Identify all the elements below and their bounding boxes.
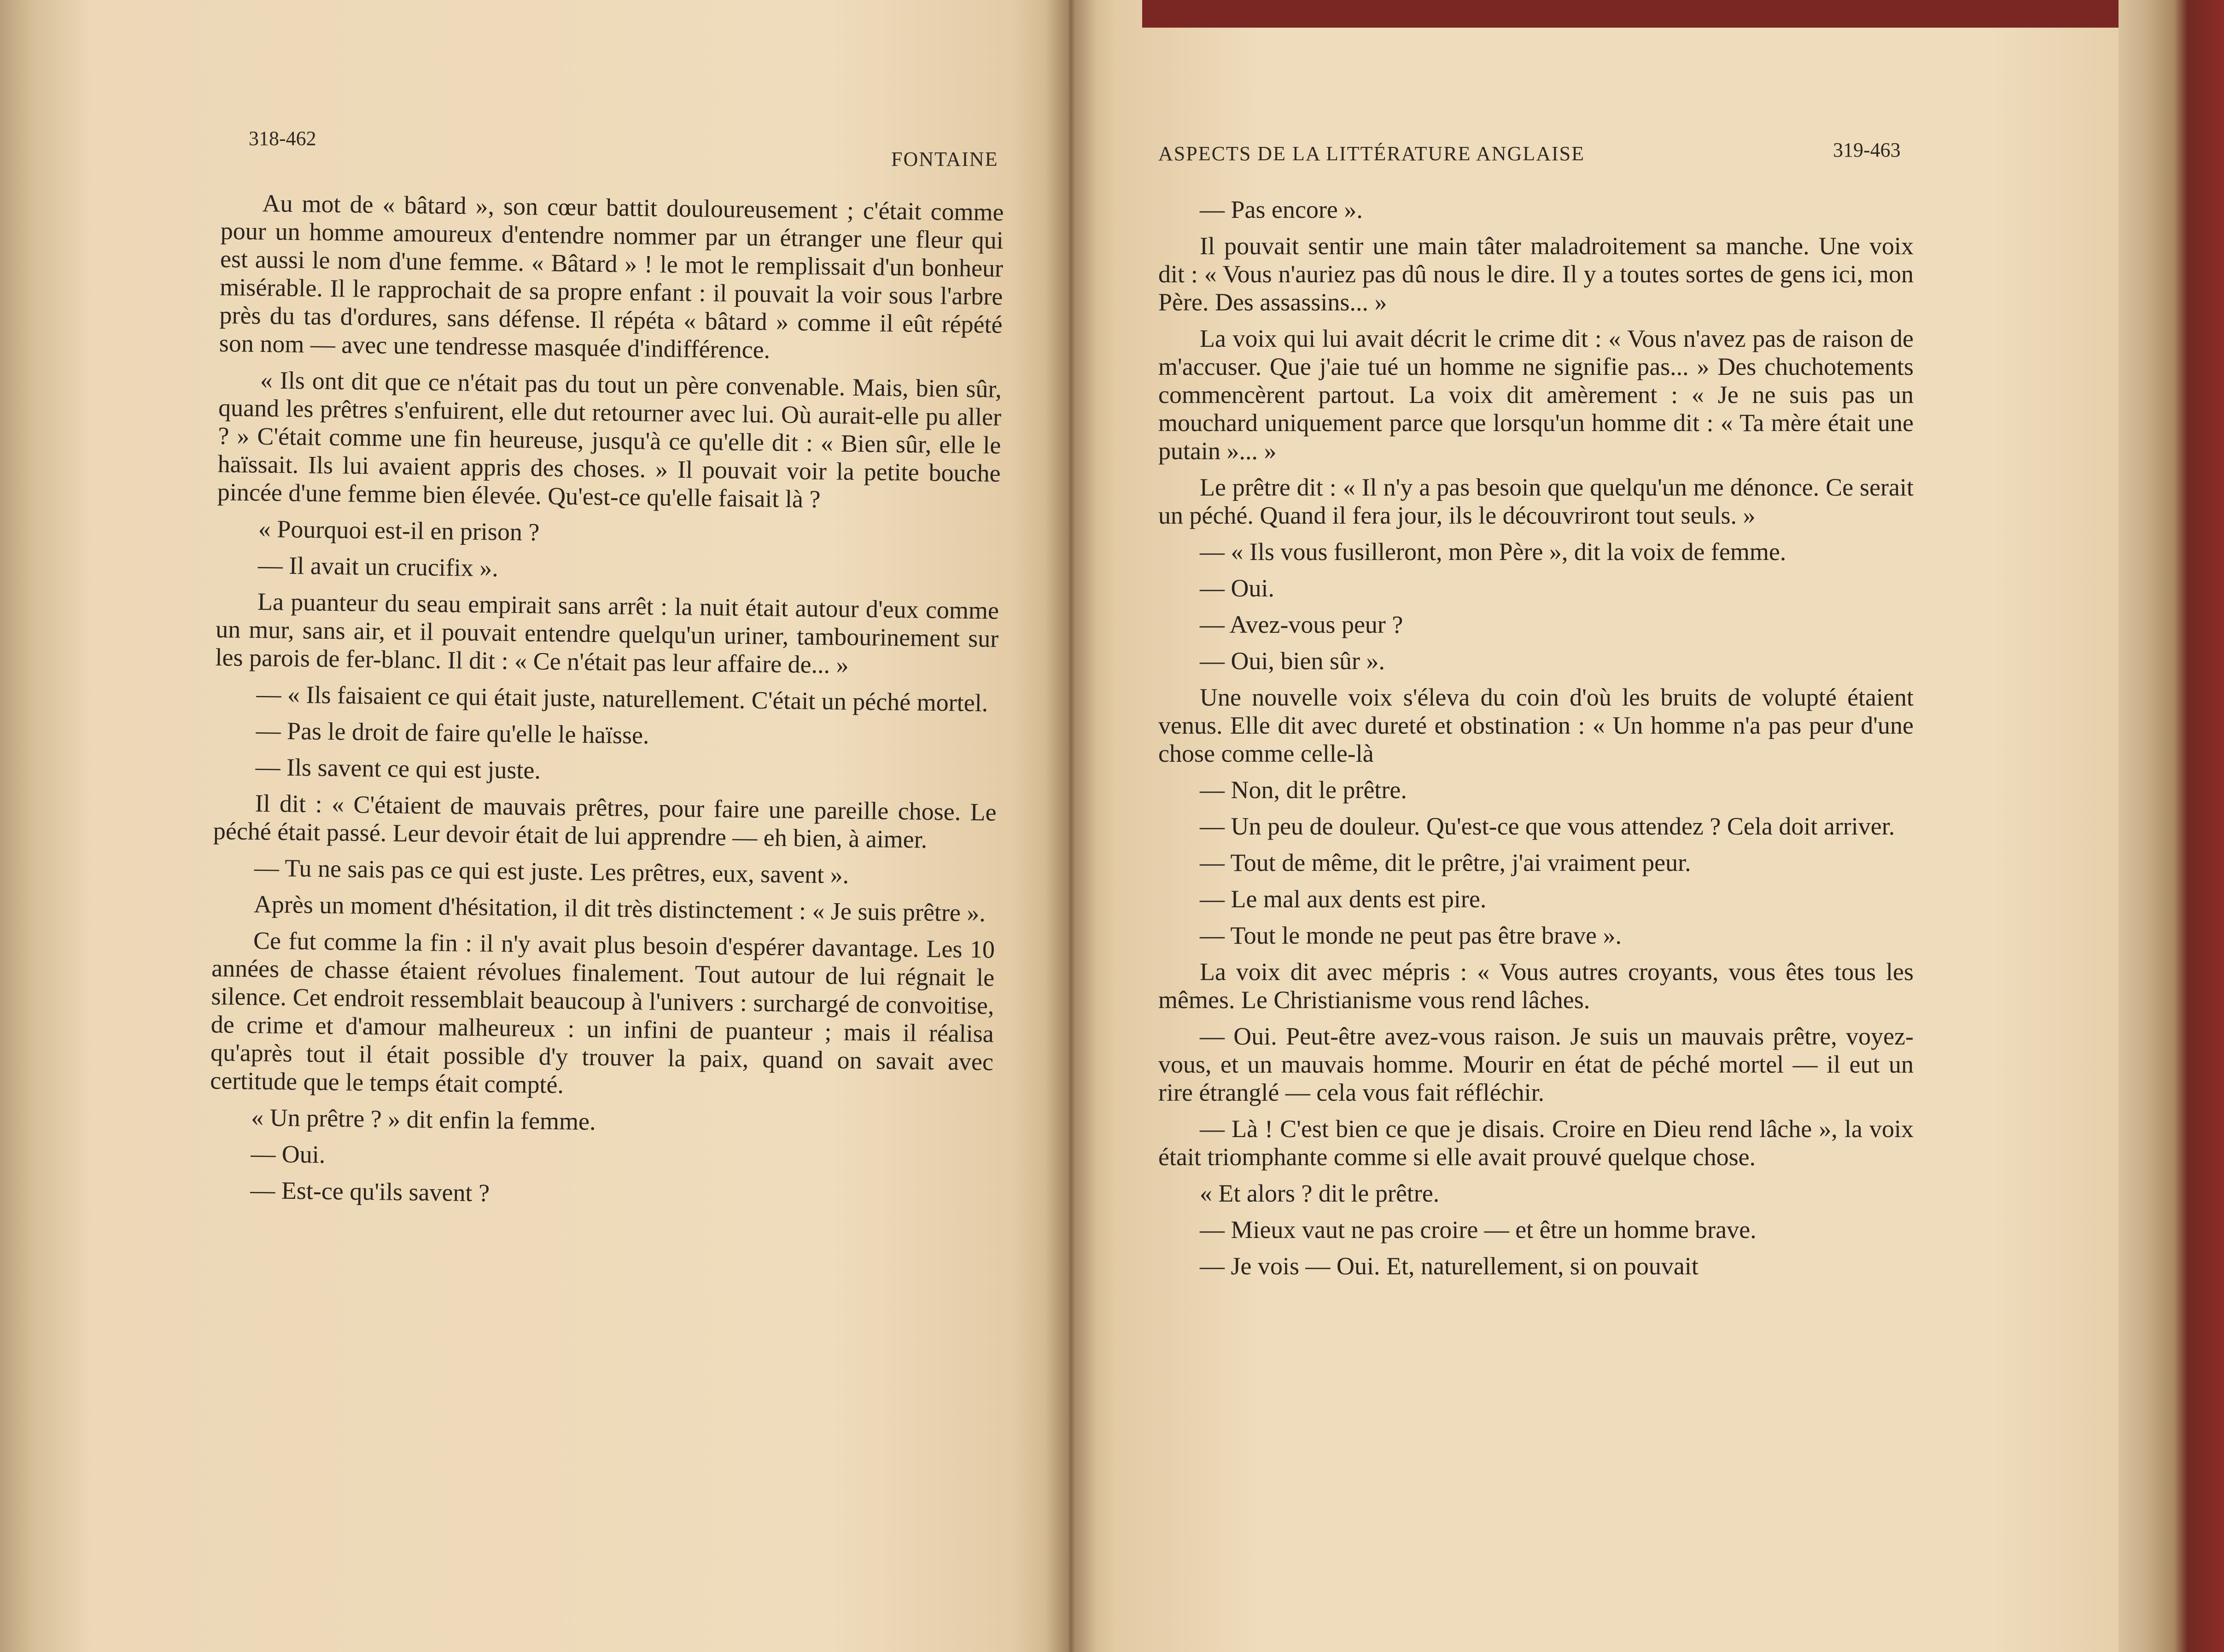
paragraph: — Oui, bien sûr ». [1200,647,1385,675]
paragraph: — Pas le droit de faire qu'elle le haïsse. [256,717,649,749]
paragraph: — Oui. [1200,574,1274,602]
paragraph: — Tu ne sais pas ce qui est juste. Les prêtres, eux, savent ». [254,853,849,889]
paragraph: — Le mal aux dents est pire. [1200,885,1487,913]
paragraph: Après un moment d'hésitation, il dit très distinctement : « Je suis prêtre ». [253,890,986,927]
right-page-text [1158,196,1914,1289]
paragraph: « Pourquoi est-il en prison ? [258,515,540,546]
paragraph: — Un peu de douleur. Qu'est-ce que vous attendez ? Cela doit arriver. [1200,812,1895,840]
left-page [0,0,1068,1652]
paragraph: Le prêtre dit : « Il n'y a pas besoin que quelqu'un me dénonce. Ce serait un péché. Quand il fera jour, ils le découvriront tout seuls. » [1158,473,1914,529]
paragraph: — Ils savent ce qui est juste. [255,753,541,784]
paragraph: — Mieux vaut ne pas croire — et être un homme brave. [1200,1216,1757,1243]
paragraph: — « Ils vous fusilleront, mon Père », dit la voix de femme. [1200,538,1786,566]
page-stack-edge [2119,0,2224,1652]
paragraph: La puanteur du seau empirait sans arrêt : la nuit était autour d'eux comme un mur, sans air, et il pouvait entendre quelqu'un uriner, tambourinement sur les parois de fer-blanc. Il dit : « Ce n'était pas leur affaire de... » [215,588,999,679]
paragraph: — « Ils faisaient ce qui était juste, naturellement. C'était un péché mortel. [256,680,988,717]
paragraph: — Est-ce qu'ils savent ? [250,1176,490,1207]
paragraph: — Tout de même, dit le prêtre, j'ai vraiment peur. [1200,849,1691,876]
paragraph: La voix qui lui avait décrit le crime dit : « Vous n'avez pas de raison de m'accuser. Que j'aie tué un homme ne signifie pas... » Des chuchotements commencèrent partout. La voix dit amèrement : « Je ne suis pas un mouchard uniquement parce que lorsqu'un homme dit : « Ta mère était une putain »... » [1158,325,1914,465]
paragraph: — Tout le monde ne peut pas être brave ». [1200,922,1622,949]
paragraph: Ce fut comme la fin : il n'y avait plus besoin d'espérer davantage. Les 10 années de chasse étaient révolues finalement. Tout autour de lui régnait le silence. Cet endroit ressemblait beaucoup à l'univers : surchargé de convoitise, de crime et d'amour malheureux : un infini de puanteur ; mais il réalisa qu'après tout il était possible d'y trouver la paix, quand on savait avec certitude que le temps était compté. [210,926,995,1099]
paragraph: — Oui. Peut-être avez-vous raison. Je suis un mauvais prêtre, voyez-vous, et un mauvais homme. Mourir en état de péché mortel — il eut un rire étranglé — cela vous fait réfléchir. [1158,1022,1914,1106]
paragraph: — Pas encore ». [1200,196,1363,223]
paragraph: — Oui. [251,1139,326,1168]
paragraph: Il dit : « C'étaient de mauvais prêtres, pour faire une pareille chose. Le péché était passé. Leur devoir était de lui apprendre — eh bien, à aimer. [213,789,997,853]
paragraph: Une nouvelle voix s'éleva du coin d'où les bruits de volupté étaient venus. Elle dit avec dureté et obstination : « Un homme n'a pas peur d'une chose comme celle-là [1158,683,1914,767]
paragraph: Au mot de « bâtard », son cœur battit douloureusement ; c'était comme pour un homme amoureux d'entendre nommer par un étranger une fleur qui est aussi le nom d'une femme. « Bâtard » ! le mot le remplissait d'un bonheur misérable. Il le rapprochait de sa propre enfant : il pouvait la voir sous l'arbre près du tas d'ordures, sans défense. Il répéta « bâtard » comme il eût répété son nom — avec une tendresse masquée d'indifférence. [219,189,1004,364]
paragraph: — Il avait un crucifix ». [257,551,499,582]
left-page-text [209,189,1004,1222]
paragraph: Il pouvait sentir une main tâter maladroitement sa manche. Une voix dit : « Vous n'auriez pas dû nous le dire. Il y a toutes sortes de gens ici, mon Père. Des assassins... » [1158,232,1914,316]
paragraph: — Je vois — Oui. Et, naturellement, si on pouvait [1200,1252,1699,1280]
paragraph: — Non, dit le prêtre. [1200,776,1407,804]
right-running-head: ASPECTS DE LA LITTÉRATURE ANGLAISE [1158,142,1585,165]
book-gutter [1045,0,1096,1652]
paragraph: La voix dit avec mépris : « Vous autres croyants, vous êtes tous les mêmes. Le Christianisme vous rend lâches. [1158,958,1914,1014]
book-cover-edge [1142,0,2224,28]
paragraph: « Et alors ? dit le prêtre. [1200,1179,1440,1207]
left-folio: 318-462 [249,127,316,150]
right-folio: 319-463 [1833,139,1901,161]
left-running-head: FONTAINE [891,148,998,170]
paragraph: — Là ! C'est bien ce que je disais. Croire en Dieu rend lâche », la voix était triomphante comme si elle avait prouvé quelque chose. [1158,1115,1914,1171]
paragraph: « Ils ont dit que ce n'était pas du tout un père convenable. Mais, bien sûr, quand les prêtres s'enfuirent, elle dut retourner avec lui. Où aurait-elle pu aller ? » C'était comme une fin heureuse, jusqu'à ce qu'elle dit : « Bien sûr, elle le haïssait. Ils lui avaient appris des choses. » Il pouvait voir la petite bouche pincée d'une femme bien élevée. Qu'est-ce qu'elle faisait là ? [217,366,1002,513]
paragraph: « Un prêtre ? » dit enfin la femme. [251,1103,596,1136]
paragraph: — Avez-vous peur ? [1200,611,1403,638]
